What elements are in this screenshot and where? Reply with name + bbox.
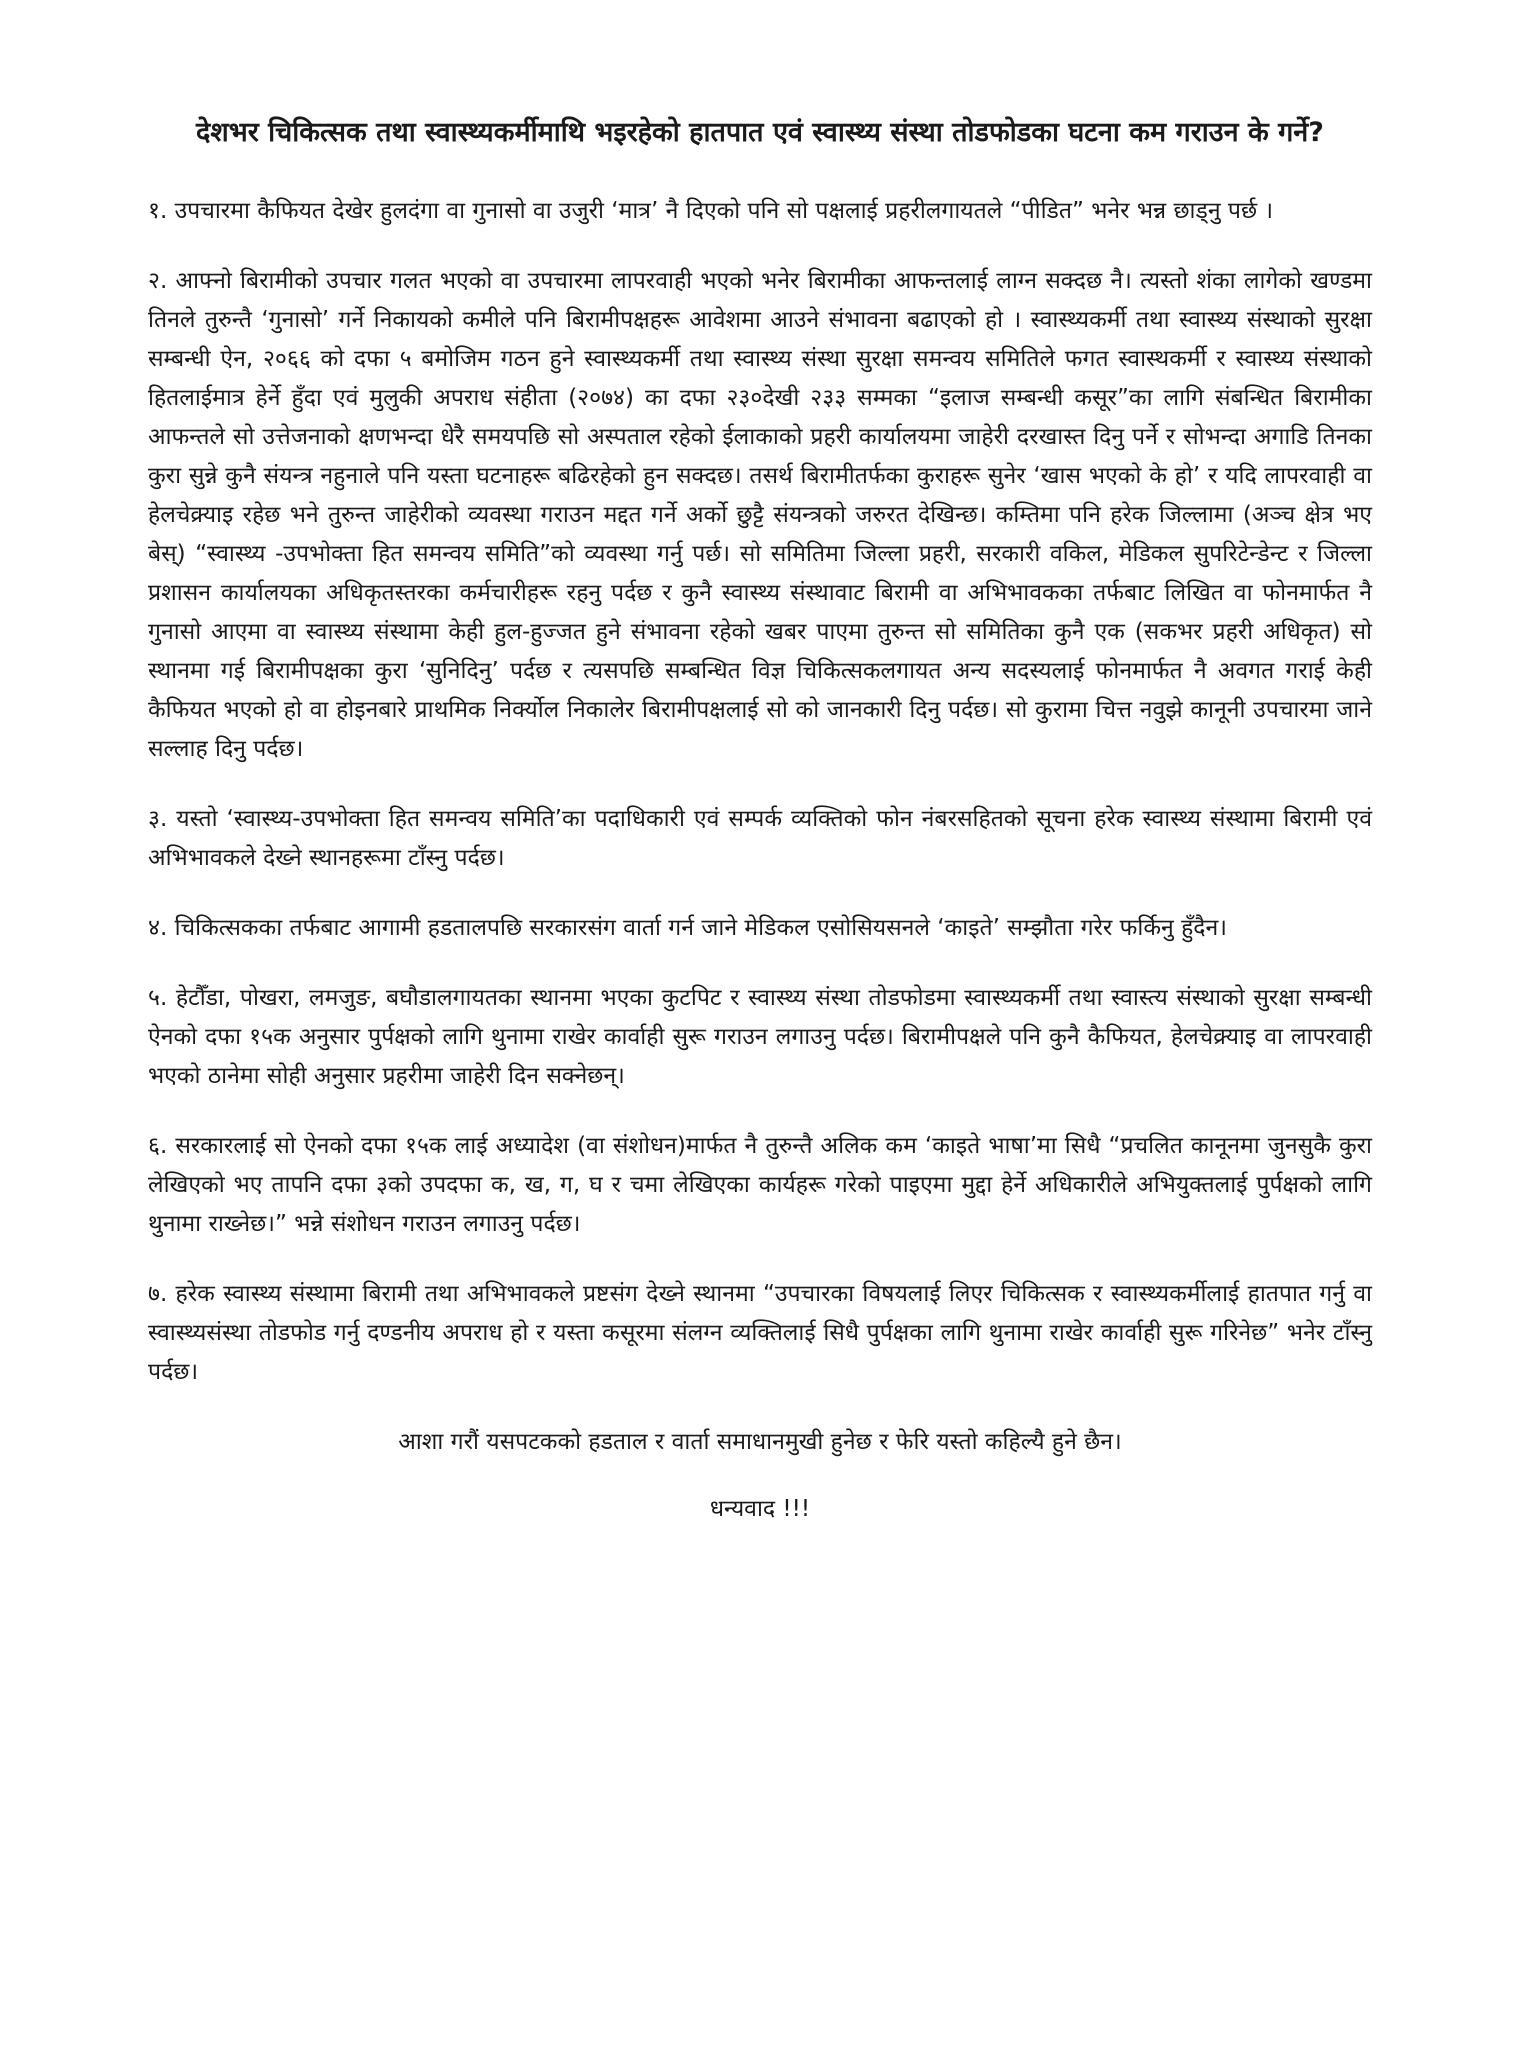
paragraph-7: ७. हरेक स्वास्थ्य संस्थामा बिरामी तथा अभिभावकले प्रष्टसंग देख्ने स्थानमा “उपचारका विषयलाई लिएर चिकित्सक र स्वास्थ्यकर्मीलाई हातपात गर्नु वा स्वास्थ्यसंस्था तोडफोड गर्नु दण्डनीय अपराध हो र यस्ता कसूरमा संलग्न व्यक्तिलाई सिधै पुर्पक्षका लागि थुनामा राखेर कार्वाही सुरू गरिनेछ” भनेर टाँस्नु पर्दछ। [148,1281,1372,1385]
paragraph-3: ३. यस्तो ‘स्वास्थ्य-उपभोक्ता हित समन्वय समिति’का पदाधिकारी एवं सम्पर्क व्यक्तिको फोन नंबरसहितको सूचना हरेक स्वास्थ्य संस्थामा बिरामी एवं अभिभावकले देख्ने स्थानहरूमा टाँस्नु पर्दछ। [148,806,1372,871]
paragraph-6: ६. सरकारलाई सो ऐनको दफा १५क लाई अध्यादेश (वा संशोधन)मार्फत नै तुरुन्तै अलिक कम ‘काइते भाषा’मा सिधै “प्रचलित कानूनमा जुनसुकै कुरा लेखिएको भए तापनि दफा ३को उपदफा क, ख, ग, घ र चमा लेखिएका कार्यहरू गरेको पाइएमा मुद्दा हेर्ने अधिकारीले अभियुक्तलाई पुर्पक्षको लागि थुनामा राख्नेछ।” भन्ने संशोधन गराउन लगाउनु पर्दछ। [148,1133,1372,1237]
closing-line: आशा गरौं यसपटकको हडताल र वार्ता समाधानमुखी हुनेछ र फेरि यस्तो कहिल्यै हुने छैन। [398,1429,1122,1455]
paragraph-4: ४. चिकित्सकका तर्फबाट आगामी हडतालपछि सरकारसंग वार्ता गर्न जाने मेडिकल एसोसियसनले ‘काइते’ सम्झौता गरेर फर्किनु हुँदैन। [148,915,1227,941]
paragraph-5: ५. हेटौँडा, पोखरा, लमजुङ, बघौडालगायतका स्थानमा भएका कुटपिट र स्वास्थ्य संस्था तोडफोडमा स्वास्थ्यकर्मी तथा स्वास्त्य संस्थाको सुरक्षा सम्बन्धी ऐनको दफा १५क अनुसार पुर्पक्षको लागि थुनामा राखेर कार्वाही सुरू गराउन लगाउनु पर्दछ। बिरामीपक्षले पनि कुनै कैफियत, हेलचेक्र्याइ वा लापरवाही भएको ठानेमा सोही अनुसार प्रहरीमा जाहेरी दिन सक्नेछन्। [148,985,1372,1089]
paragraph-1: १. उपचारमा कैफियत देखेर हुलदंगा वा गुनासो वा उजुरी ‘मात्र’ नै दिएको पनि सो पक्षलाई प्रहरीलगायतले “पीडित” भनेर भन्न छाड्नु पर्छ । [148,198,1274,224]
paragraph-2: २. आफ्नो बिरामीको उपचार गलत भएको वा उपचारमा लापरवाही भएको भनेर बिरामीका आफन्तलाई लाग्न सक्दछ नै। त्यस्तो शंका लागेको खण्डमा तिनले तुरुन्तै ‘गुनासो’ गर्ने निकायको कमीले पनि बिरामीपक्षहरू आवेशमा आउने संभावना बढाएको हो । स्वास्थ्यकर्मी तथा स्वास्थ्य संस्थाको सुरक्षा सम्बन्धी ऐन, २०६६ को दफा ५ बमोजिम गठन हुने स्वास्थ्यकर्मी तथा स्वास्थ्य संस्था सुरक्षा समन्वय समितिले फगत स्वास्थकर्मी र स्वास्थ्य संस्थाको हितलाईमात्र हेर्ने हुँदा एवं मुलुकी अपराध संहीता (२०७४) का दफा २३०देखी २३३ सम्मका “इलाज सम्बन्धी कसूर”का लागि संबन्धित बिरामीका आफन्तले सो उत्तेजनाको क्षणभन्दा धेरै समयपछि सो अस्पताल रहेको ईलाकाको प्रहरी कार्यालयमा जाहेरी दरखास्त दिनु पर्ने र सोभन्दा अगाडि तिनका कुरा सुन्ने कुनै संयन्त्र नहुनाले पनि यस्ता घटनाहरू बढिरहेको हुन सक्दछ। तसर्थ बिरामीतर्फका कुराहरू सुनेर ‘खास भएको के हो’ र यदि लापरवाही वा हेलचेक्र्याइ रहेछ भने तुरुन्त जाहेरीको व्यवस्था गराउन मद्दत गर्ने अर्को छुट्टै संयन्त्रको जरुरत देखिन्छ। कम्तिमा पनि हरेक जिल्लामा (अञ्च क्षेत्र भए बेस्) “स्वास्थ्य -उपभोक्ता हित समन्वय समिति”को व्यवस्था गर्नु पर्छ। सो समितिमा जिल्ला प्रहरी, सरकारी वकिल, मेडिकल सुपरिटेन्डेन्ट र जिल्ला प्रशासन कार्यालयका अधिकृतस्तरका कर्मचारीहरू रहनु पर्दछ र कुनै स्वास्थ्य संस्थावाट बिरामी वा अभिभावकका तर्फबाट लिखित वा फोनमार्फत नै गुनासो आएमा वा स्वास्थ्य संस्थामा केही हुल-हुज्जत हुने संभावना रहेको खबर पाएमा तुरुन्त सो समितिका कुनै एक (सकभर प्रहरी अधिकृत) सो स्थानमा गई बिरामीपक्षका कुरा ‘सुनिदिनु’ पर्दछ र त्यसपछि सम्बन्धित विज्ञ चिकित्सकलगायत अन्य सदस्यलाई फोनमार्फत नै अवगत गराई केही कैफियत भएको हो वा होइनबारे प्राथमिक निर्क्योल निकालेर बिरामीपक्षलाई सो को जानकारी दिनु पर्दछ। सो कुरामा चित्त नवुझे कानूनी उपचारमा जाने सल्लाह दिनु पर्दछ। [148,268,1372,762]
thanks-line: धन्यवाद !!! [709,1496,811,1522]
document-title: देशभर चिकित्सक तथा स्वास्थ्यकर्मीमाथि भइरहेको हातपात एवं स्वास्थ्य संस्था तोडफोडका घटना कम गराउन के गर्ने? [196,117,1324,148]
